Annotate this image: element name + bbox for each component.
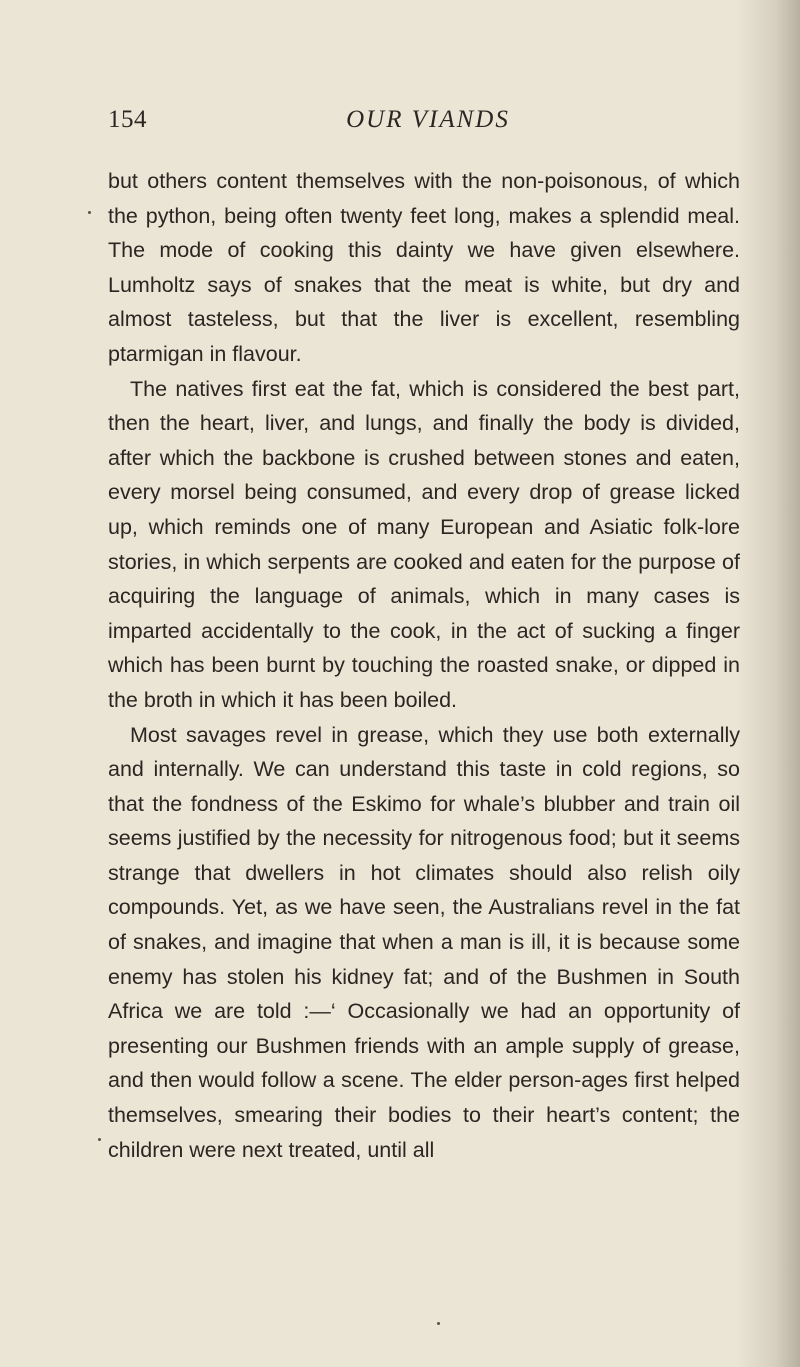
paragraph-3: Most savages revel in grease, which they use both externally and internally. We can understand this taste in cold regions, so that the fondness of the Eskimo for whale’s blubber and train oil seems justified by the necessity for nitrogenous food; but it seems strange that dwellers in hot climates should also relish oily compounds. Yet, as we have seen, the Australians revel in the fat of snakes, and imagine that when a man is ill, it is because some enemy has stolen his kidney fat; and of the Bushmen in South Africa we are told :—‘ Occasionally we had an opportunity of presenting our Bushmen friends with an ample supply of grease, and then would follow a scene. The elder person-ages first helped themselves, smearing their bodies to their heart’s content; the children were next treated, until all bbox=[108, 722, 740, 1162]
running-head: OUR VIANDS bbox=[346, 106, 510, 133]
page-header bbox=[108, 106, 748, 146]
ink-speck bbox=[437, 1322, 440, 1325]
body-text bbox=[108, 164, 740, 1167]
page-number: 154 bbox=[108, 106, 147, 133]
ink-speck bbox=[98, 1138, 101, 1141]
paragraph-2: The natives first eat the fat, which is considered the best part, then the heart, liver, and lungs, and finally the body is divided, after which the backbone is crushed between stones and eaten, every morsel being consumed, and every drop of grease licked up, which reminds one of many European and Asiatic folk-lore stories, in which serpents are cooked and eaten for the purpose of acquiring the language of animals, which in many cases is imparted accidentally to the cook, in the act of sucking a finger which has been burnt by touching the roasted snake, or dipped in the broth in which it has been boiled. bbox=[108, 376, 740, 712]
paragraph-1: but others content themselves with the non-poisonous, of which the python, being often twenty feet long, makes a splendid meal. The mode of cooking this dainty we have given elsewhere. Lumholtz says of snakes that the meat is white, but dry and almost tasteless, but that the liver is excellent, resembling ptarmigan in flavour. bbox=[108, 169, 740, 366]
ink-speck bbox=[88, 211, 91, 214]
